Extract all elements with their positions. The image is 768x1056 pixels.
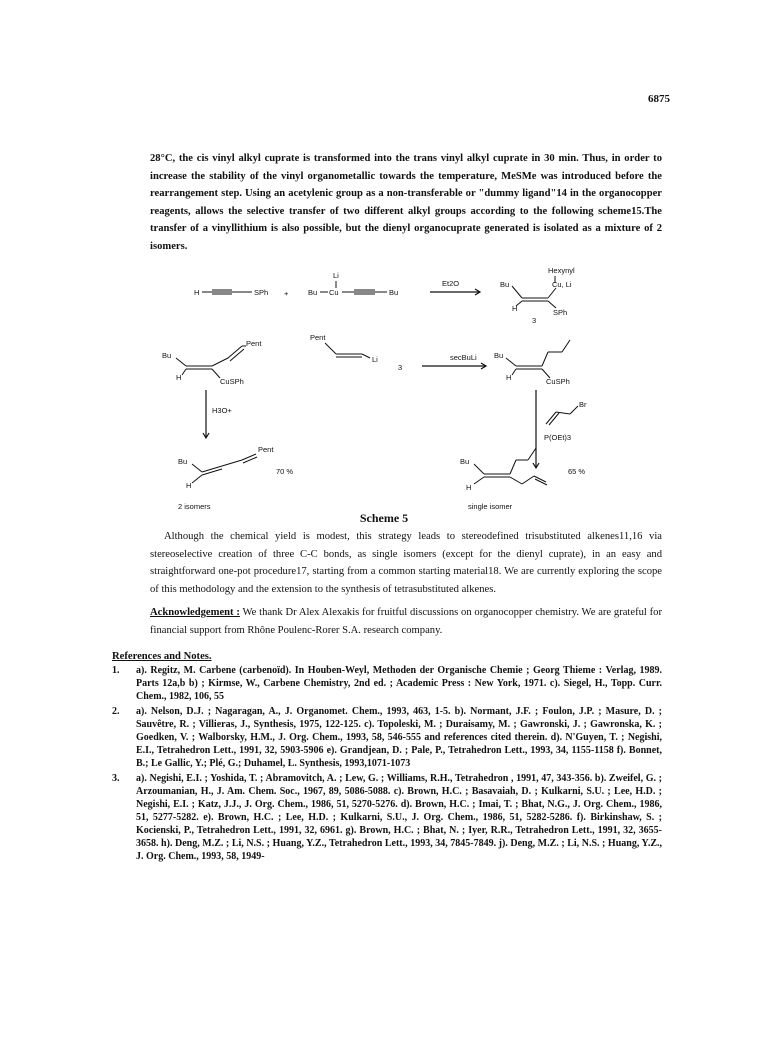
prod-right-h: H — [466, 483, 472, 492]
prod-right-bu-label: Bu — [460, 457, 470, 466]
p3-number: 3 — [532, 316, 537, 325]
left-bu: Bu — [162, 351, 172, 360]
p3-h: H — [512, 304, 518, 313]
reference-number: 3. — [112, 773, 120, 784]
yield-right: 65 % — [568, 467, 586, 476]
scheme-caption: Scheme 5 — [359, 511, 409, 525]
conclusion-paragraph: Although the chemical yield is modest, this strategy leads to stereodefined trisubstituted alkenes11,16 via stereoselective creation of three C-C bonds, as single isomers (except for the dienyl cuprate), in an easy and straightforward one-pot procedure17, starting from a common starting material18. We are currently exploring the scope of this methodology and the extension to the synthesis of tetrasubstituted alkenes. — [150, 531, 662, 595]
secbuli-label: secBuLi — [450, 353, 477, 362]
reference-text: a). Negishi, E.I. ; Yoshida, T. ; Abramovitch, A. ; Lew, G. ; Williams, R.H., Tetrahedron , 1991, 47, 343-356. b). Zweifel, G. ; Arzoumanian, H., J. Am. Chem. Soc., 1967, 89, 5086-5088. c). Brown, H.C. ; Basavaiah, D. ; Kulkarni, S.U. ; Lee, H.D. ; Negishi, E.I. ; Katz, J.J., J. Org. Chem., 1986, 51, 5270-5276. d). Brown, H.C. ; Imai, T. ; Bhat, N.G., J. Org. Chem., 1986, 51, 5277-5282. e). Brown, H.C. ; Lee, H.D. ; Kulkarni, S.U., J. Org. Chem., 1986, 51, 5282-5286. f). Birkinshaw, S. ; Kocienski, P., Tetrahedron Lett., 1991, 32, 6961. g). Brown, H.C. ; Bhat, N. ; Iyer, R.R., Tetrahedron Lett., 1991, 32, 3655-3658. h). Deng, M.Z. ; Li, N.S. ; Huang, Y.Z., Tetrahedron Lett., 1993, 34, 7845-7849. j). Deng, M.Z. ; Li, N.S. ; Huang, Y.Z., J. Org. Chem., 1993, 58, 1949- — [136, 773, 662, 862]
left-cusph: CuSPh — [220, 377, 244, 386]
prod-left-h: H — [186, 481, 192, 490]
prod-left-pent: Pent — [258, 445, 274, 454]
alkyne-h: H — [194, 288, 200, 297]
reference-number: 2. — [112, 706, 120, 717]
alkyne-sph: SPh — [254, 288, 269, 297]
cuprate-cu: Cu — [329, 288, 339, 297]
left-h: H — [176, 373, 182, 382]
plus-sign: + — [284, 289, 289, 298]
pent-li: Li — [372, 355, 378, 364]
cuprate-bu2: Bu — [389, 288, 399, 297]
poet-label: P(OEt)3 — [544, 433, 572, 442]
reference-item — [112, 772, 662, 863]
cuprate-li: Li — [333, 271, 339, 280]
reference-item — [112, 664, 662, 703]
prod-left-bu: Bu — [178, 457, 188, 466]
reaction-scheme — [150, 262, 662, 512]
acknowledgement-heading: Acknowledgement : — [150, 607, 240, 618]
isomers-right: single isomer — [468, 502, 513, 511]
p3-sph: SPh — [553, 308, 568, 317]
right-cusph: CuSPh — [546, 377, 570, 386]
references-heading: References and Notes. — [112, 651, 212, 662]
p3-culi: Cu, Li — [552, 280, 572, 289]
p3-bu: Bu — [500, 280, 510, 289]
isomers-left: 2 isomers — [178, 502, 211, 511]
reference-item — [112, 705, 662, 770]
h3o-label: H3O+ — [212, 406, 232, 415]
acknowledgement-text: We thank Dr Alex Alexakis for fruitful discussions on organocopper chemistry. We are grateful for financial support from Rhône Poulenc-Rorer S.A. research company. — [150, 607, 662, 636]
right-bu: Bu — [494, 351, 504, 360]
right-h: H — [506, 373, 512, 382]
hexynyl-label: Hexynyl — [548, 266, 575, 275]
pent-reagent: Pent — [310, 333, 326, 342]
et2o-label: Et2O — [442, 279, 460, 288]
br-label: Br — [579, 400, 587, 409]
reference-number: 1. — [112, 665, 120, 676]
page-number: 6875 — [648, 93, 670, 105]
intro-paragraph: 28°C, the cis vinyl alkyl cuprate is transformed into the trans vinyl alkyl cuprate in 30 min. Thus, in order to increase the stability of the vinyl organometallic towards the temperature, MeSMe was introduced before the rearrangement step. Using an acetylenic group as a non-transferable or "dummy ligand"14 in the organocopper reagents, allows the selective transfer of two different alkyl groups according to the following scheme15.The transfer of a vinyllithium is also possible, but the dienyl organocuprate generated is isolated as a mixture of 2 isomers. — [150, 153, 662, 252]
cuprate-bu1: Bu — [308, 288, 318, 297]
reference-text: a). Nelson, D.J. ; Nagaragan, A., J. Organomet. Chem., 1993, 463, 1-5. b). Normant, J.F. ; Foulon, J.P. ; Masure, D. ; Sauvêtre, R. ; Villieras, J., Synthesis, 1975, 122-125. c). Topoleski, M. ; Duraisamy, M. ; Gawronski, J. ; Gawronska, K. ; Goedken, V. ; Walborsky, H.M., J. Org. Chem., 1993, 58, 546-555 and references cited therein. d). N'Guyen, T. ; Negishi, E.I., Tetrahedron Lett., 1991, 32, 5903-5906 e). Grandjean, D. ; Pale, P., Tetrahedron Lett., 1993, 34, 1155-1158 f). Bonnet, B.; Le Gallic, Y.; Plé, G.; Duhamel, L. Synthesis, 1993,1071-1073 — [136, 706, 662, 769]
acknowledgement-paragraph — [150, 604, 662, 639]
reagent-3: 3 — [398, 363, 403, 372]
left-pent: Pent — [246, 339, 262, 348]
reference-text: a). Regitz, M. Carbene (carbenoïd). In Houben-Weyl, Methoden der Organische Chemie ; Georg Thieme : Verlag, 1989. Parts 12a,b b) ; Kirmse, W., Carbene Chemistry, 2nd ed. ; Academic Press : New York, 1971. c). Siegel, H., Topp. Curr. Chem., 1982, 106, 55 — [136, 665, 662, 702]
scheme-drawing — [150, 262, 662, 512]
yield-left: 70 % — [276, 467, 294, 476]
